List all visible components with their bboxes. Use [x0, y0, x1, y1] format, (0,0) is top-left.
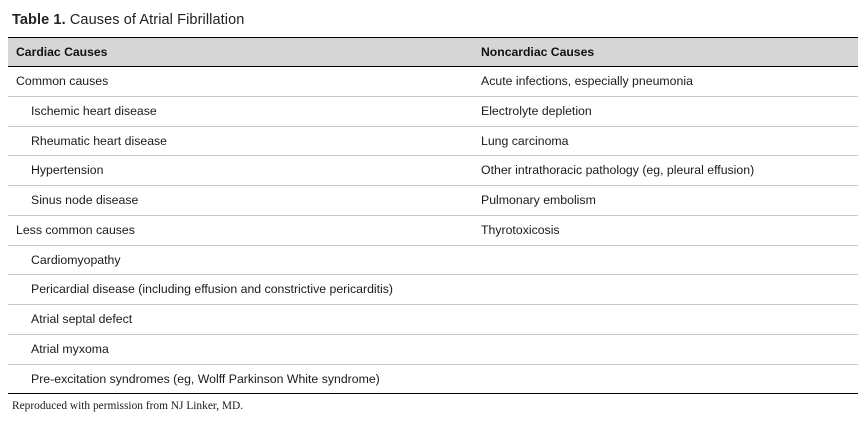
- cell-noncardiac: Lung carcinoma: [473, 126, 858, 156]
- column-header-noncardiac: Noncardiac Causes: [473, 38, 858, 67]
- table-caption: [12, 12, 858, 28]
- table-row: [8, 334, 858, 364]
- cell-noncardiac: [473, 275, 858, 305]
- table-row: [8, 67, 858, 97]
- table-row: [8, 186, 858, 216]
- cell-cardiac: Ischemic heart disease: [8, 96, 473, 126]
- table-row: [8, 156, 858, 186]
- column-header-cardiac: Cardiac Causes: [8, 38, 473, 67]
- table-row: [8, 96, 858, 126]
- cell-cardiac: Rheumatic heart disease: [8, 126, 473, 156]
- cell-noncardiac: Pulmonary embolism: [473, 186, 858, 216]
- table-row: [8, 305, 858, 335]
- cell-cardiac: Sinus node disease: [8, 186, 473, 216]
- cell-cardiac: Hypertension: [8, 156, 473, 186]
- table-row: [8, 126, 858, 156]
- table-caption-text: Causes of Atrial Fibrillation: [69, 12, 245, 28]
- table-header: [8, 38, 858, 67]
- table-row: [8, 245, 858, 275]
- cell-noncardiac: [473, 334, 858, 364]
- cell-noncardiac: [473, 245, 858, 275]
- cell-noncardiac: Thyrotoxicosis: [473, 215, 858, 245]
- table-header-row: [8, 38, 858, 67]
- cell-cardiac: Common causes: [8, 67, 473, 97]
- table-caption-label: Table 1.: [12, 12, 66, 28]
- table-body: [8, 67, 858, 394]
- cell-cardiac: Pre-excitation syndromes (eg, Wolff Parkinson White syndrome): [8, 364, 473, 394]
- table-footnote: Reproduced with permission from NJ Linker, MD.: [12, 400, 244, 413]
- cell-cardiac: Cardiomyopathy: [8, 245, 473, 275]
- cell-cardiac: Less common causes: [8, 215, 473, 245]
- cell-noncardiac: [473, 364, 858, 394]
- table-row: [8, 275, 858, 305]
- cell-cardiac: Pericardial disease (including effusion and constrictive pericarditis): [8, 275, 473, 305]
- causes-table: [8, 37, 858, 394]
- cell-cardiac: Atrial myxoma: [8, 334, 473, 364]
- table-row: [8, 215, 858, 245]
- cell-noncardiac: Other intrathoracic pathology (eg, pleural effusion): [473, 156, 858, 186]
- table-row: [8, 364, 858, 394]
- cell-noncardiac: [473, 305, 858, 335]
- cell-noncardiac: Electrolyte depletion: [473, 96, 858, 126]
- cell-noncardiac: Acute infections, especially pneumonia: [473, 67, 858, 97]
- cell-cardiac: Atrial septal defect: [8, 305, 473, 335]
